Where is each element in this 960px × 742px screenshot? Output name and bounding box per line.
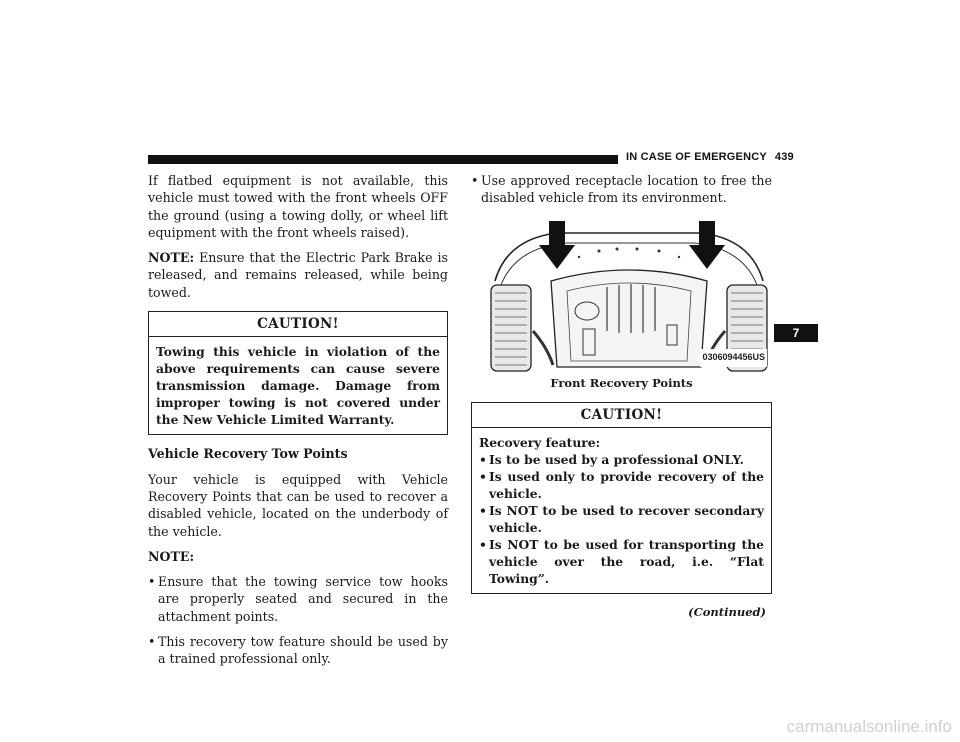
caution-body [472, 428, 771, 593]
receptacle-bullet-list [471, 172, 772, 207]
chapter-tab: 7 [774, 324, 818, 342]
page-number: 439 [774, 151, 794, 163]
note-label-2: NOTE: [148, 548, 195, 564]
header-rule [148, 155, 618, 164]
caution-title: CAUTION! [472, 403, 771, 428]
right-column [471, 172, 772, 621]
note-label: NOTE: [148, 250, 195, 266]
continued-marker: (Continued) [688, 605, 766, 620]
figure-caption: Front Recovery Points [550, 375, 693, 390]
watermark: carmanualsonline.info [786, 717, 952, 736]
caution-title: CAUTION! [149, 312, 447, 337]
caution-intro: Recovery feature: [479, 435, 601, 451]
caution-box-recovery [471, 402, 772, 594]
arrow-right-recovery-point [689, 221, 725, 269]
note-text: Ensure that the Electric Park Brake is released, and remains released, while being towed. [148, 250, 448, 300]
note-park-brake [148, 249, 448, 301]
figure-code: 0306094456US [700, 349, 767, 366]
list-item: • Ensure that the towing service tow hooks are properly seated and secured in the attachment points. [148, 573, 448, 625]
caution-box-towing [148, 311, 448, 435]
front-recovery-points-figure [487, 221, 771, 373]
list-item: • Is used only to provide recovery of the vehicle. [479, 468, 764, 502]
running-header [626, 151, 794, 163]
paragraph-flatbed: If flatbed equipment is not available, this vehicle must towed with the front wheels OFF the ground (using a towing dolly, or wheel lift equipment with the front wheels raised). [148, 173, 448, 240]
note-bullet-list [148, 573, 448, 667]
caution-body: Towing this vehicle in violation of the above requirements can cause severe transmission damage. Damage from improper towing is not covered under the New Vehicle Limited Warranty. [156, 344, 440, 428]
list-item: • Is to be used by a professional ONLY. [479, 451, 764, 468]
paragraph-recovery-points: Your vehicle is equipped with Vehicle Recovery Points that can be used to recover a disabled vehicle, located on the underbody of the vehicle. [148, 471, 448, 539]
left-column [148, 172, 448, 676]
subheading-recovery-points: Vehicle Recovery Tow Points [148, 446, 348, 462]
arrow-left-recovery-point [539, 221, 575, 269]
caution-list [479, 451, 764, 587]
list-item: • Is NOT to be used to recover secondary vehicle. [479, 502, 764, 536]
list-item: • Use approved receptacle location to free the disabled vehicle from its environment. [471, 172, 772, 207]
section-title: IN CASE OF EMERGENCY [626, 151, 767, 163]
list-item: • This recovery tow feature should be used by a trained professional only. [148, 633, 448, 668]
list-item: • Is NOT to be used for transporting the vehicle over the road, i.e. “Flat Towing”. [479, 536, 764, 587]
